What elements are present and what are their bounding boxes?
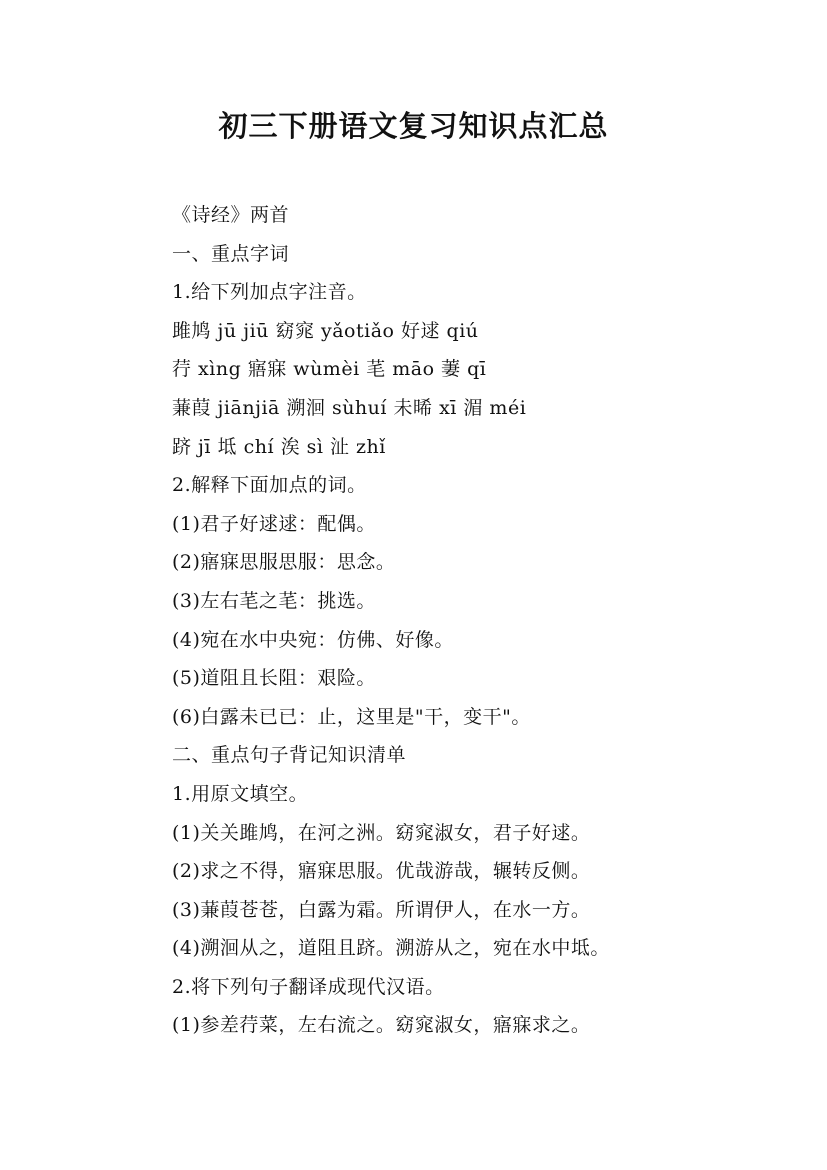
explain-item: (3)左右芼之芼：挑选。 — [172, 589, 376, 612]
section-heading-poems: 《诗经》两首 — [172, 204, 290, 226]
exercise-translate-instruction: 2.将下列句子翻译成现代汉语。 — [172, 975, 445, 998]
exercise-explain-instruction: 2.解释下面加点的词。 — [172, 474, 367, 497]
pinyin-line: 跻 jī 坻 chí 涘 sì 沚 zhǐ — [172, 435, 386, 458]
document-body — [172, 196, 772, 1045]
exercise-pinyin-instruction: 1.给下列加点字注音。 — [172, 281, 367, 304]
fill-item: (2)求之不得，寤寐思服。优哉游哉，辗转反侧。 — [172, 860, 591, 883]
fill-item: (4)溯洄从之，道阻且跻。溯游从之，宛在水中坻。 — [172, 937, 610, 960]
pinyin-line: 雎鸠 jū jiū 窈窕 yǎotiǎo 好逑 qiú — [172, 319, 479, 342]
explain-item: (5)道阻且长阻：艰险。 — [172, 667, 376, 690]
section-heading-key-sentences: 二、重点句子背记知识清单 — [172, 744, 407, 767]
explain-item: (4)宛在水中央宛：仿佛、好像。 — [172, 628, 454, 651]
fill-item: (3)蒹葭苍苍，白露为霜。所谓伊人，在水一方。 — [172, 898, 591, 921]
explain-item: (6)白露未已已：止，这里是"干，变干"。 — [172, 705, 531, 728]
explain-item: (2)寤寐思服思服：思念。 — [172, 551, 396, 574]
fill-item: (1)关关雎鸠，在河之洲。窈窕淑女，君子好逑。 — [172, 821, 591, 844]
section-heading-key-words: 一、重点字词 — [172, 242, 290, 265]
translate-item: (1)参差荇菜，左右流之。窈窕淑女，寤寐求之。 — [172, 1014, 591, 1037]
exercise-fill-instruction: 1.用原文填空。 — [172, 782, 309, 805]
document-title: 初三下册语文复习知识点汇总 — [218, 109, 609, 143]
pinyin-line: 蒹葭 jiānjiā 溯洄 sùhuí 未晞 xī 湄 méi — [172, 396, 527, 419]
pinyin-line: 荇 xìng 寤寐 wùmèi 芼 māo 萋 qī — [172, 358, 487, 381]
explain-item: (1)君子好逑逑：配偶。 — [172, 512, 376, 535]
